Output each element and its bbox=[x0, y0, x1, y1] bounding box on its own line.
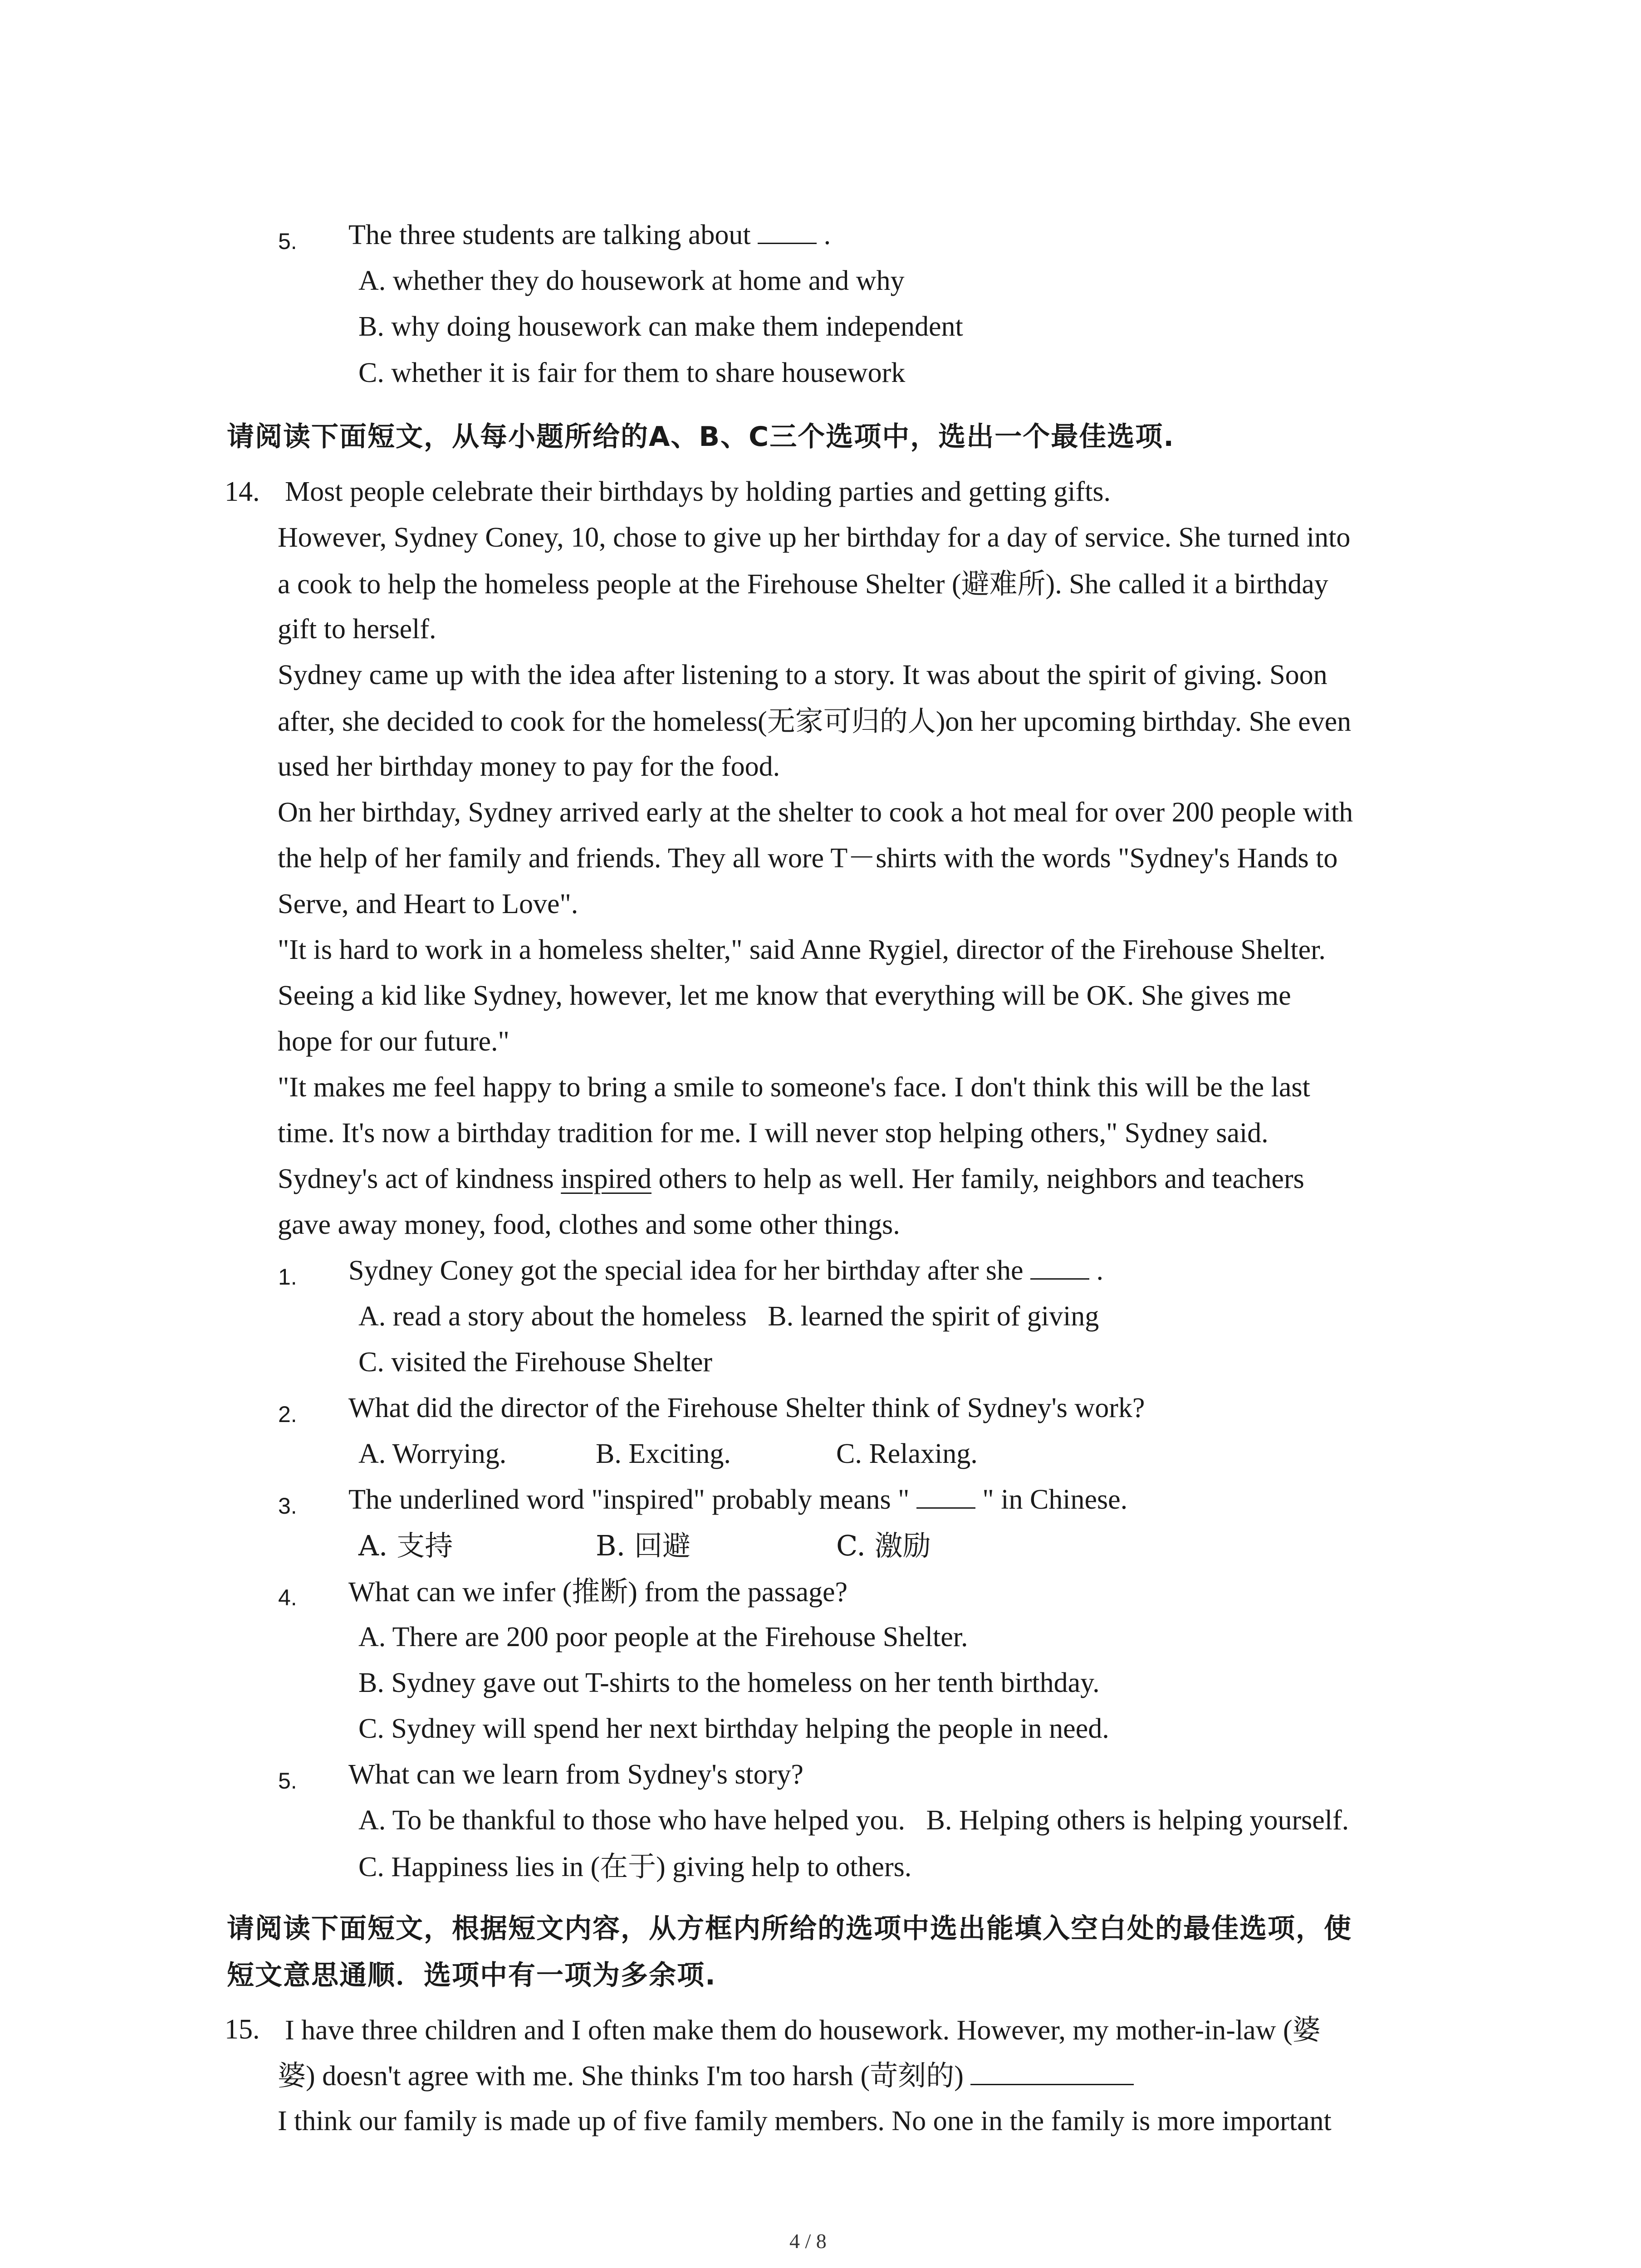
passage-line: time. It's now a birthday tradition for me. I will never stop helping others," Sydney said. bbox=[278, 1118, 1269, 1149]
passage-line: "It is hard to work in a homeless shelter," said Anne Rygiel, director of the Firehouse Shelter. bbox=[278, 934, 1326, 965]
section-instruction: 请阅读下面短文，根据短文内容，从方框内所给的选项中选出能填入空白处的最佳选项，使 bbox=[227, 1913, 1352, 1945]
option-b: B. 回避 bbox=[596, 1529, 691, 1562]
passage-line: I have three children and I often make them do housework. However, my mother-in-law (婆 bbox=[285, 2013, 1321, 2046]
passage-line: the help of her family and friends. They all wore T－shirts with the words "Sydney's Hands to bbox=[278, 843, 1338, 874]
passage-line: hope for our future." bbox=[278, 1026, 509, 1057]
passage-line: after, she decided to cook for the homeless(无家可归的人)on her upcoming birthday. She even bbox=[278, 704, 1352, 738]
passage-line: gave away money, food, clothes and some other things. bbox=[278, 1209, 900, 1240]
question-number: 5. bbox=[278, 1768, 297, 1794]
section-instruction: 请阅读下面短文，从每小题所给的A、B、C三个选项中，选出一个最佳选项. bbox=[227, 421, 1175, 453]
option-b: B. learned the spirit of giving bbox=[768, 1301, 1099, 1332]
passage-line: used her birthday money to pay for the food. bbox=[278, 751, 780, 782]
answer-blank bbox=[758, 220, 817, 244]
passage-number: 15. bbox=[225, 2014, 260, 2045]
passage-line: I think our family is made up of five family members. No one in the family is more important bbox=[278, 2106, 1332, 2136]
option-c: C. 激励 bbox=[836, 1529, 931, 1562]
option-row bbox=[358, 1798, 1349, 1844]
option-a: A. There are 200 poor people at the Firehouse Shelter. bbox=[358, 1622, 968, 1652]
passage-line: Sydney came up with the idea after listening to a story. It was about the spirit of giving. Soon bbox=[278, 660, 1327, 690]
option-b: B. why doing housework can make them independent bbox=[358, 311, 963, 342]
option-b: B. Exciting. bbox=[596, 1438, 731, 1469]
section-instruction: 短文意思通顺．选项中有一项为多余项. bbox=[227, 1960, 716, 1991]
option-c: C. Relaxing. bbox=[836, 1438, 978, 1469]
passage-line: Sydney's act of kindness inspired others to help as well. Her family, neighbors and teachers bbox=[278, 1163, 1304, 1194]
answer-blank bbox=[970, 2061, 1134, 2085]
passage-line: However, Sydney Coney, 10, chose to give up her birthday for a day of service. She turned into bbox=[278, 522, 1351, 553]
option-b: B. Helping others is helping yourself. bbox=[926, 1805, 1349, 1836]
question-number: 1. bbox=[278, 1264, 297, 1290]
option-c: C. visited the Firehouse Shelter bbox=[358, 1347, 713, 1378]
option-row bbox=[358, 1294, 1099, 1340]
option-c: C. Happiness lies in (在于) giving help to others. bbox=[358, 1850, 912, 1883]
question-number: 3. bbox=[278, 1493, 297, 1519]
passage-line: 婆) doesn't agree with me. She thinks I'm too harsh (苛刻的) bbox=[278, 2053, 1134, 2100]
underlined-word: inspired bbox=[561, 1163, 652, 1194]
question-number: 4. bbox=[278, 1585, 297, 1610]
question-stem: What can we infer (推断) from the passage? bbox=[348, 1575, 848, 1608]
passage-line: a cook to help the homeless people at the Firehouse Shelter (避难所). She called it a birthday bbox=[278, 567, 1328, 600]
question-stem: What can we learn from Sydney's story? bbox=[348, 1759, 803, 1790]
question-number: 2. bbox=[278, 1402, 297, 1427]
passage-line: Most people celebrate their birthdays by holding parties and getting gifts. bbox=[285, 476, 1111, 507]
option-a: A. whether they do housework at home and why bbox=[358, 265, 905, 296]
question-stem: What did the director of the Firehouse Shelter think of Sydney's work? bbox=[348, 1393, 1145, 1423]
page-number: 4 / 8 bbox=[789, 2229, 827, 2253]
question-stem: Sydney Coney got the special idea for her birthday after she . bbox=[348, 1255, 1104, 1286]
passage-line: Serve, and Heart to Love". bbox=[278, 889, 578, 919]
question-stem: The three students are talking about . bbox=[348, 220, 831, 250]
passage-line: gift to herself. bbox=[278, 614, 436, 645]
passage-number: 14. bbox=[225, 476, 260, 507]
answer-blank bbox=[916, 1485, 975, 1509]
question-number: 5. bbox=[278, 229, 297, 254]
passage-line: "It makes me feel happy to bring a smile to someone's face. I don't think this will be the last bbox=[278, 1072, 1310, 1103]
option-c: C. Sydney will spend her next birthday helping the people in need. bbox=[358, 1713, 1109, 1744]
option-b: B. Sydney gave out T-shirts to the homeless on her tenth birthday. bbox=[358, 1667, 1100, 1698]
passage-line: On her birthday, Sydney arrived early at the shelter to cook a hot meal for over 200 people with bbox=[278, 797, 1353, 828]
option-a: A. read a story about the homeless bbox=[358, 1301, 747, 1332]
answer-blank bbox=[1030, 1256, 1089, 1280]
option-a: A. To be thankful to those who have helped you. bbox=[358, 1805, 906, 1836]
option-c: C. whether it is fair for them to share housework bbox=[358, 357, 906, 388]
option-a: A. 支持 bbox=[358, 1529, 453, 1562]
question-stem: The underlined word "inspired" probably means " " in Chinese. bbox=[348, 1484, 1128, 1515]
passage-line: Seeing a kid like Sydney, however, let me know that everything will be OK. She gives me bbox=[278, 980, 1291, 1011]
option-a: A. Worrying. bbox=[358, 1438, 507, 1469]
